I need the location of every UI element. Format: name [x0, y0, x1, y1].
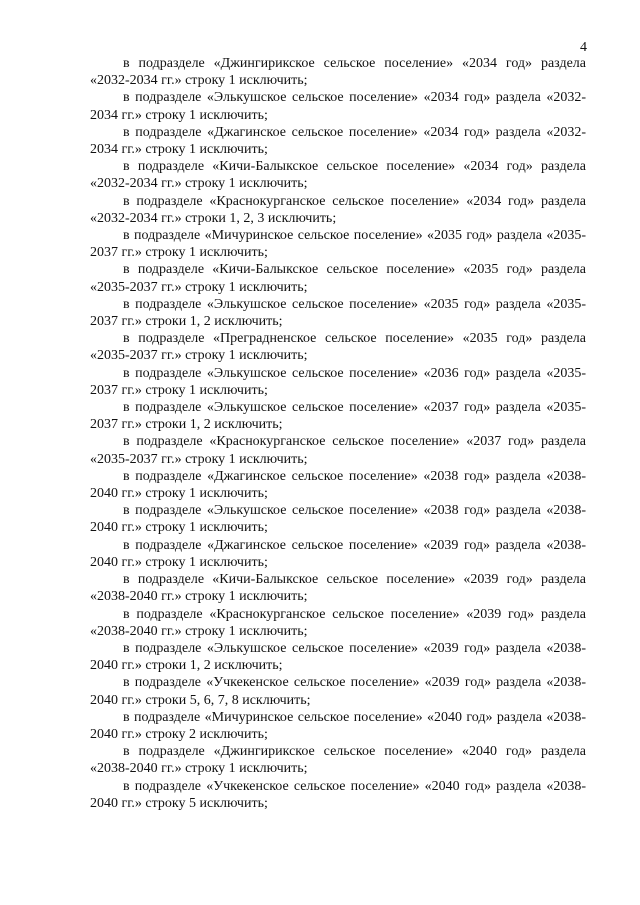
paragraph-4: в подразделе «Кичи-Балыкское сельское поселение» «2034 год» раздела «2032-2034 гг.» строку 1 исключить; [90, 159, 586, 192]
paragraph-6: в подразделе «Мичуринское сельское поселение» «2035 год» раздела «2035-2037 гг.» строку 1 исключить; [90, 228, 586, 261]
paragraph-20: в подразделе «Мичуринское сельское поселение» «2040 год» раздела «2038-2040 гг.» строку 2 исключить; [90, 709, 586, 742]
paragraph-5: в подразделе «Краснокурганское сельское поселение» «2034 год» раздела «2032-2034 гг.» строки 1, 2, 3 исключить; [90, 193, 586, 226]
paragraph-2: в подразделе «Элькушское сельское поселение» «2034 год» раздела «2032-2034 гг.» строку 1 исключить; [90, 90, 586, 123]
paragraph-8: в подразделе «Элькушское сельское поселение» «2035 год» раздела «2035-2037 гг.» строки 1, 2 исключить; [90, 296, 586, 330]
paragraph-21: в подразделе «Джингирикское сельское поселение» «2040 год» раздела «2038-2040 гг.» строку 1 исключить; [90, 744, 586, 777]
paragraph-14: в подразделе «Элькушское сельское поселение» «2038 год» раздела «2038-2040 гг.» строку 1 исключить; [90, 503, 586, 536]
paragraph-17: в подразделе «Краснокурганское сельское поселение» «2039 год» раздела «2038-2040 гг.» строку 1 исключить; [90, 606, 586, 639]
paragraph-3: в подразделе «Джагинское сельское поселение» «2034 год» раздела «2032-2034 гг.» строку 1 исключить; [90, 124, 586, 158]
document-body [90, 55, 586, 812]
page-number: 4 [580, 40, 587, 55]
paragraph-18: в подразделе «Элькушское сельское поселение» «2039 год» раздела «2038-2040 гг.» строки 1, 2 исключить; [90, 640, 586, 674]
paragraph-10: в подразделе «Элькушское сельское поселение» «2036 год» раздела «2035-2037 гг.» строку 1 исключить; [90, 365, 586, 398]
paragraph-7: в подразделе «Кичи-Балыкское сельское поселение» «2035 год» раздела «2035-2037 гг.» строку 1 исключить; [90, 262, 586, 295]
paragraph-22: в подразделе «Учкекенское сельское поселение» «2040 год» раздела «2038-2040 гг.» строку 5 исключить; [90, 778, 586, 811]
paragraph-16: в подразделе «Кичи-Балыкское сельское поселение» «2039 год» раздела «2038-2040 гг.» строку 1 исключить; [90, 572, 586, 605]
paragraph-15: в подразделе «Джагинское сельское поселение» «2039 год» раздела «2038-2040 гг.» строку 1 исключить; [90, 537, 586, 570]
paragraph-12: в подразделе «Краснокурганское сельское поселение» «2037 год» раздела «2035-2037 гг.» строку 1 исключить; [90, 434, 586, 467]
paragraph-1: в подразделе «Джингирикское сельское поселение» «2034 год» раздела «2032-2034 гг.» строку 1 исключить; [90, 56, 586, 89]
paragraph-11: в подразделе «Элькушское сельское поселение» «2037 год» раздела «2035-2037 гг.» строки 1, 2 исключить; [90, 400, 586, 433]
paragraph-9: в подразделе «Преградненское сельское поселение» «2035 год» раздела «2035-2037 гг.» строку 1 исключить; [90, 331, 586, 364]
paragraph-19: в подразделе «Учкекенское сельское поселение» «2039 год» раздела «2038-2040 гг.» строки 5, 6, 7, 8 исключить; [90, 675, 586, 708]
paragraph-13: в подразделе «Джагинское сельское поселение» «2038 год» раздела «2038-2040 гг.» строку 1 исключить; [90, 468, 586, 502]
